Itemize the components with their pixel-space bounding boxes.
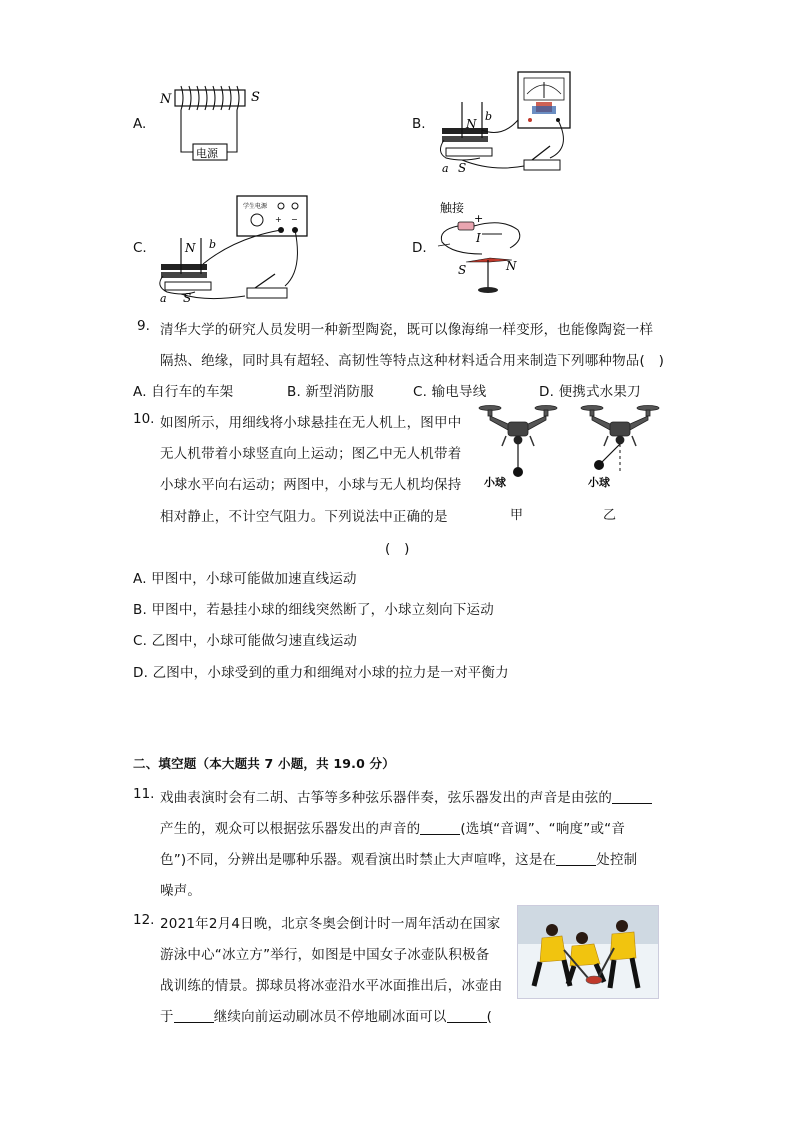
q9-stem-line1: 清华大学的研究人员发明一种新型陶瓷，既可以像海绵一样变形，也能像陶瓷一样 [160, 322, 654, 338]
q11-line3 [160, 848, 637, 868]
q12-number: 12. [133, 912, 155, 928]
fig-jia-caption: 甲 [510, 508, 524, 523]
option-d-label: D. [412, 240, 427, 256]
option-b-label: B. [412, 116, 426, 132]
q10-option-c: C. 乙图中，小球可能做匀速直线运动 [133, 633, 358, 649]
q10-stem-line1: 如图所示，用细线将小球悬挂在无人机上，图甲中 [160, 415, 462, 431]
q12-line2: 游泳中心“冰立方”举行，如图是中国女子冰壶队积极备 [160, 947, 490, 963]
q11-blank-2[interactable] [420, 833, 460, 835]
fig-c-supply-label: 学生电源 [243, 203, 268, 210]
fig-a-south: S [251, 90, 260, 105]
q11-line2-text-b: (选填“音调”、“响度”或“音 [460, 821, 626, 837]
q11-line1-text: 戏曲表演时会有二胡、古筝等多种弦乐器伴奏，弦乐器发出的声音是由弦的 [160, 790, 613, 806]
q11-line2 [160, 817, 625, 837]
q12-line4-text-b: 继续向前运动刷冰员不停地刷冰面可以 [213, 1009, 447, 1025]
fig-b-terminal-b: b [485, 110, 493, 123]
option-a-label: A. [133, 116, 147, 132]
q9-number: 9. [137, 318, 150, 334]
fig-yi-caption: 乙 [603, 508, 617, 523]
q11-line3-text-a: 色”)不同，分辨出是哪种乐器。观看演出时禁止大声喧哗，这是在 [160, 852, 557, 868]
fig-c-terminal-a: a [160, 292, 167, 305]
q10-option-a: A. 甲图中，小球可能做加速直线运动 [133, 571, 357, 587]
fig-yi-ball-label: 小球 [588, 476, 610, 489]
figure-b-galvanometer [432, 68, 582, 180]
fig-b-south: S [458, 161, 467, 175]
fig-d-plus: + [474, 212, 484, 225]
q10-stem-line2: 无人机带着小球竖直向上运动；图乙中无人机带着 [160, 446, 462, 462]
fig-a-north: N [160, 92, 172, 107]
fig-c-north: N [185, 241, 196, 255]
fig-d-north: N [506, 259, 517, 273]
q9-option-c: C. 输电导线 [413, 384, 487, 400]
q11-line2-text-a: 产生的，观众可以根据弦乐器发出的声音的 [160, 821, 421, 837]
figure-drone-yi [580, 402, 660, 502]
fig-d-south: S [458, 263, 467, 277]
q11-line4: 噪声。 [160, 883, 202, 899]
q12-blank-2[interactable] [447, 1021, 487, 1023]
option-c-label: C. [133, 240, 147, 256]
q12-line4-text-a: 于 [160, 1009, 174, 1025]
q10-stem-line3: 小球水平向右运动；两图中，小球与无人机均保持 [160, 477, 462, 493]
q10-option-b: B. 甲图中，若悬挂小球的细线突然断了，小球立刻向下运动 [133, 602, 494, 618]
figure-a-solenoid [155, 80, 275, 165]
q11-blank-1[interactable] [612, 802, 652, 804]
q10-option-d: D. 乙图中，小球受到的重力和细绳对小球的拉力是一对平衡力 [133, 665, 509, 681]
fig-b-north: N [466, 117, 477, 131]
q10-stem-line4: 相对静止，不计空气阻力。下列说法中正确的是 [160, 509, 448, 525]
fig-b-terminal-a: a [442, 162, 449, 175]
q12-line1: 2021年2月4日晚，北京冬奥会倒计时一周年活动在国家 [160, 916, 501, 932]
fig-c-south: S [183, 291, 192, 305]
fig-c-minus: − [291, 215, 298, 224]
q10-answer-paren: ( ) [385, 541, 410, 557]
curling-photo [517, 905, 659, 999]
figure-drone-jia [478, 402, 558, 502]
q11-line3-text-b: 处控制 [596, 852, 638, 868]
q11-blank-3[interactable] [556, 864, 596, 866]
fig-jia-ball-label: 小球 [484, 476, 506, 489]
q12-line3: 战训练的情景。掷球员将冰壶沿水平冰面推出后，冰壶由 [160, 978, 503, 994]
q10-number: 10. [133, 411, 155, 427]
fig-d-touch: 触接 [440, 201, 465, 215]
q12-line4 [160, 1005, 492, 1025]
q12-line4-text-c: ( [486, 1009, 493, 1025]
figure-d-compass-wire [432, 196, 532, 298]
fig-c-plus: + [275, 215, 282, 224]
fig-d-current: I [476, 231, 481, 245]
figure-c-power-supply [155, 190, 315, 305]
q9-option-a: A. 自行车的车架 [133, 384, 234, 400]
q12-blank-1[interactable] [174, 1021, 214, 1023]
section-2-title: 二、填空题（本大题共 7 小题，共 19.0 分） [133, 756, 395, 771]
q11-number: 11. [133, 786, 155, 802]
q9-option-b: B. 新型消防服 [287, 384, 374, 400]
q9-stem-line2: 隔热、绝缘，同时具有超轻、高韧性等特点这种材料适合用来制造下列哪种物品( ) [160, 353, 665, 369]
fig-a-power-source: 电源 [196, 147, 218, 160]
q9-option-d: D. 便携式水果刀 [539, 384, 641, 400]
fig-c-terminal-b: b [209, 238, 217, 251]
curling-photo-illustration [518, 906, 658, 998]
q11-line1 [160, 786, 652, 806]
